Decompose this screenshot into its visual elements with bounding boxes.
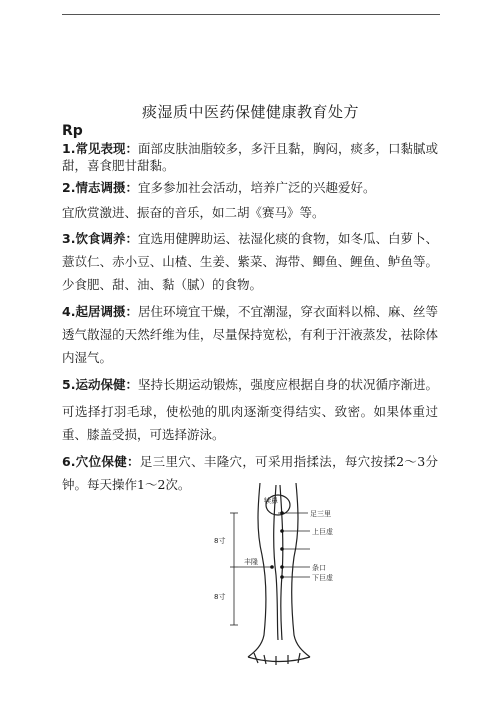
section-text: 坚持长期运动锻炼，强度应根据自身的状况循序渐进。 <box>137 377 438 392</box>
section-text: 宜多参加社会活动，培养广泛的兴趣爱好。 <box>137 180 376 195</box>
prescription-body <box>62 122 438 500</box>
section-emotion <box>62 178 438 199</box>
leg-acupoint-figure <box>198 475 348 665</box>
section-emotion-music <box>62 203 438 224</box>
section-living <box>62 300 438 369</box>
section-heading: 3.饮食调养： <box>62 231 138 246</box>
section-symptoms <box>62 140 438 174</box>
section-text: 可选择打羽毛球，使松弛的肌肉逐渐变得结实、致密。如果体重过重、膝盖受损，可选择游泳。 <box>62 404 438 442</box>
label-fenglong: 丰隆 <box>244 558 258 566</box>
label-dubi: 犊鼻 <box>264 497 278 505</box>
label-shangjuxu: 上巨虚 <box>312 528 333 536</box>
leg-acupoint-diagram <box>198 475 348 665</box>
section-heading: 6.穴位保健： <box>62 454 140 469</box>
label-cun-upper: 8寸 <box>214 537 226 545</box>
section-exercise-options <box>62 400 438 446</box>
section-text: 足三里穴、丰隆穴，可采用指揉法，每穴按揉2～3分钟。每天操作1～2次。 <box>62 454 438 492</box>
section-exercise <box>62 373 438 396</box>
section-heading: 5.运动保健： <box>62 377 138 392</box>
leg-outline <box>248 483 310 665</box>
section-heading: 4.起居调摄： <box>62 304 138 319</box>
section-text: 居住环境宜干燥，不宜潮湿，穿衣面料以棉、麻、丝等透气散湿的天然纤维为佳，尽量保持宽松，有利于汗液蒸发，祛除体内湿气。 <box>62 304 438 365</box>
section-diet <box>62 227 438 296</box>
section-heading: 2.情志调摄： <box>62 180 138 195</box>
section-text: 宜选用健脾助运、祛湿化痰的食物，如冬瓜、白萝卜、薏苡仁、赤小豆、山楂、生姜、紫菜、海带、鲫鱼、鲤鱼、鲈鱼等。少食肥、甜、油、黏（腻）的食物。 <box>62 231 438 292</box>
rp-label: Rp <box>62 123 83 139</box>
label-zusanli: 足三里 <box>310 510 331 518</box>
section-heading: 1.常见表现： <box>62 141 138 156</box>
label-tiaokou: 条口 <box>312 564 326 572</box>
top-rule <box>62 14 440 15</box>
label-cun-lower: 8寸 <box>214 593 226 601</box>
label-xiajuxu: 下巨虚 <box>312 574 333 582</box>
section-text: 面部皮肤油脂较多，多汗且黏，胸闷，痰多，口黏腻或甜，喜食肥甘甜黏。 <box>62 141 438 173</box>
section-text: 宜欣赏激进、振奋的音乐，如二胡《赛马》等。 <box>62 204 325 220</box>
page-title: 痰湿质中医药保健健康教育处方 <box>141 103 359 121</box>
